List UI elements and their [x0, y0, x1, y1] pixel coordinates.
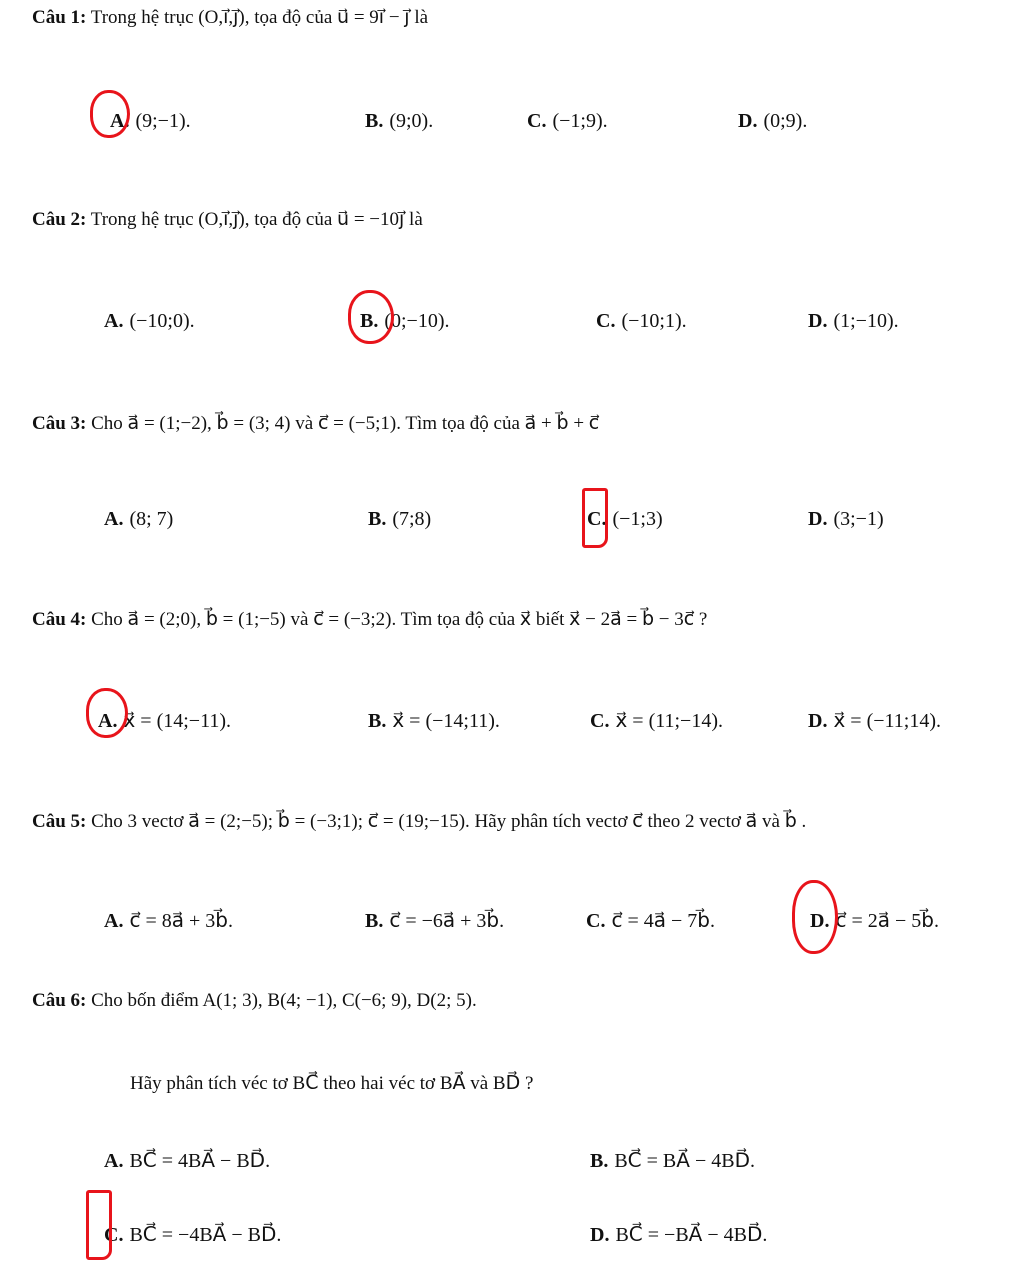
option-label: D.	[590, 1224, 610, 1246]
option-value: (0;9).	[763, 110, 808, 132]
question-4-label: Câu 4:	[32, 609, 87, 630]
question-6-text: Cho bốn điểm A(1; 3), B(4; −1), C(−6; 9), D(2; 5).	[91, 990, 477, 1011]
q5-option-d[interactable]	[810, 908, 939, 933]
option-label: D.	[808, 310, 828, 332]
q1-option-c[interactable]	[527, 110, 608, 133]
option-label: B.	[368, 710, 387, 732]
option-label: A.	[104, 310, 124, 332]
q2-option-c[interactable]	[596, 310, 687, 333]
q2-option-b[interactable]	[360, 310, 450, 333]
question-2	[32, 208, 423, 231]
option-value: (−10;0).	[129, 310, 195, 332]
option-label: A.	[98, 710, 118, 732]
option-value: (−1;9).	[552, 110, 608, 132]
option-value: (7;8)	[392, 508, 432, 530]
q4-option-b[interactable]	[368, 708, 500, 733]
option-value: BC⃗ = −BA⃗ − 4BD⃗.	[615, 1224, 768, 1246]
option-value: x⃗ = (11;−14).	[615, 710, 723, 732]
option-value: c⃗ = 4a⃗ − 7b⃗.	[611, 910, 715, 932]
option-value: BC⃗ = 4BA⃗ − BD⃗.	[129, 1150, 271, 1172]
option-value: c⃗ = −6a⃗ + 3b⃗.	[389, 910, 505, 932]
q5-option-c[interactable]	[586, 908, 715, 933]
option-value: (9;−1).	[135, 110, 191, 132]
option-value: x⃗ = (14;−11).	[123, 710, 231, 732]
question-5-label: Câu 5:	[32, 811, 87, 832]
q5-option-b[interactable]	[365, 908, 504, 933]
option-value: x⃗ = (−14;11).	[392, 710, 500, 732]
option-label: B.	[365, 110, 384, 132]
q3-option-d[interactable]	[808, 508, 884, 531]
option-label: B.	[365, 910, 384, 932]
option-label: C.	[596, 310, 616, 332]
option-label: D.	[808, 508, 828, 530]
option-value: (9;0).	[389, 110, 434, 132]
question-2-label: Câu 2:	[32, 209, 87, 230]
question-5	[32, 810, 806, 833]
question-6-subtext: Hãy phân tích véc tơ BC⃗ theo hai véc tơ BA⃗ và BD⃗ ?	[130, 1073, 534, 1094]
q3-option-a[interactable]	[104, 508, 173, 531]
option-value: (1;−10).	[833, 310, 899, 332]
option-value: c⃗ = 2a⃗ − 5b⃗.	[835, 910, 939, 932]
option-label: A.	[104, 508, 124, 530]
question-5-text: Cho 3 vectơ a⃗ = (2;−5); b⃗ = (−3;1); c⃗ = (19;−15). Hãy phân tích vectơ c⃗ theo 2 vectơ a⃗ và b⃗ .	[91, 811, 807, 832]
question-3	[32, 412, 599, 435]
q2-option-a[interactable]	[104, 310, 195, 333]
q5-option-a[interactable]	[104, 908, 233, 933]
question-1-label: Câu 1:	[32, 7, 87, 28]
question-3-text: Cho a⃗ = (1;−2), b⃗ = (3; 4) và c⃗ = (−5;1). Tìm tọa độ của a⃗ + b⃗ + c⃗	[91, 413, 600, 434]
option-label: A.	[104, 910, 124, 932]
option-label: D.	[810, 910, 830, 932]
option-value: (3;−1)	[833, 508, 884, 530]
question-2-text: Trong hệ trục (O,i⃗,j⃗), tọa độ của u⃗ = −10j⃗ là	[90, 209, 423, 230]
q6-option-d[interactable]	[590, 1222, 767, 1247]
option-value: BC⃗ = BA⃗ − 4BD⃗.	[614, 1150, 755, 1172]
option-label: A.	[104, 1150, 124, 1172]
option-label: C.	[586, 910, 606, 932]
option-label: B.	[360, 310, 379, 332]
option-value: (−1;3)	[612, 508, 663, 530]
question-1-text: Trong hệ trục (O,i⃗,j⃗), tọa độ của u⃗ = 9i⃗ − j⃗ là	[90, 7, 429, 28]
question-6	[32, 990, 477, 1012]
option-label: C.	[104, 1224, 124, 1246]
question-4	[32, 608, 707, 631]
q4-option-a[interactable]	[98, 708, 231, 733]
q1-option-a[interactable]	[110, 110, 191, 133]
option-value: (−10;1).	[621, 310, 687, 332]
q6-option-c[interactable]	[104, 1222, 281, 1247]
option-label: D.	[738, 110, 758, 132]
option-value: c⃗ = 8a⃗ + 3b⃗.	[129, 910, 233, 932]
option-label: B.	[368, 508, 387, 530]
option-value: x⃗ = (−11;14).	[833, 710, 941, 732]
question-1	[32, 6, 428, 29]
option-label: C.	[527, 110, 547, 132]
question-3-label: Câu 3:	[32, 413, 87, 434]
question-4-text: Cho a⃗ = (2;0), b⃗ = (1;−5) và c⃗ = (−3;2). Tìm tọa độ của x⃗ biết x⃗ − 2a⃗ = b⃗ − 3c⃗ ?	[91, 609, 708, 630]
q1-option-d[interactable]	[738, 110, 807, 133]
option-value: BC⃗ = −4BA⃗ − BD⃗.	[129, 1224, 282, 1246]
option-label: C.	[590, 710, 610, 732]
option-label: C.	[587, 508, 607, 530]
q3-option-b[interactable]	[368, 508, 431, 531]
q3-option-c[interactable]	[587, 508, 663, 531]
q6-option-b[interactable]	[590, 1148, 755, 1173]
q4-option-d[interactable]	[808, 708, 941, 733]
option-label: B.	[590, 1150, 609, 1172]
option-label: D.	[808, 710, 828, 732]
q4-option-c[interactable]	[590, 708, 723, 733]
q2-option-d[interactable]	[808, 310, 899, 333]
q6-option-a[interactable]	[104, 1148, 270, 1173]
q1-option-b[interactable]	[365, 110, 433, 133]
question-6-label: Câu 6:	[32, 990, 87, 1011]
option-value: (8; 7)	[129, 508, 174, 530]
option-value: (0;−10).	[384, 310, 450, 332]
option-label: A.	[110, 110, 130, 132]
